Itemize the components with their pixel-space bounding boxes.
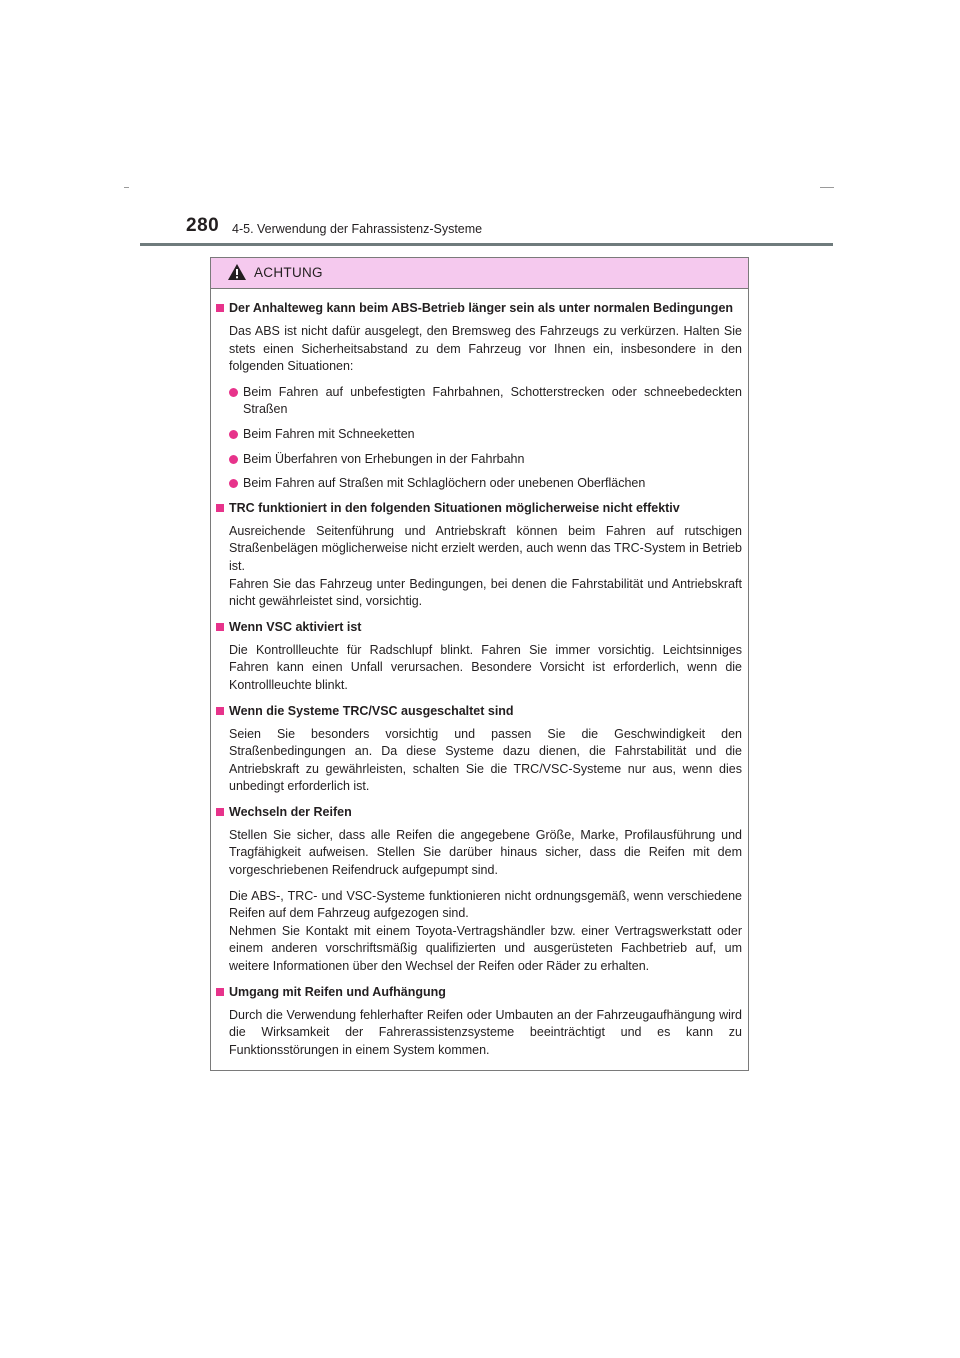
page-number: 280 [186, 215, 220, 236]
section-heading: Der Anhalteweg kann beim ABS-Betrieb länger sein als unter normalen Bedingungen [216, 300, 742, 317]
square-bullet-icon [216, 707, 224, 715]
section-abs-stopping-distance [216, 300, 742, 493]
section-heading: Wenn die Systeme TRC/VSC ausgeschaltet sind [216, 703, 742, 720]
section-trc [216, 500, 742, 611]
paragraph: Durch die Verwendung fehlerhafter Reifen oder Umbauten an der Fahrzeugaufhängung wird die Wirksamkeit der Fahrerassistenzsysteme beeinträchtigt und es kann zu Funktionsstörungen in einem System kommen. [229, 1007, 742, 1057]
square-bullet-icon [216, 808, 224, 816]
crop-mark-right [820, 187, 834, 188]
section-heading: TRC funktioniert in den folgenden Situationen möglicherweise nicht effektiv [216, 500, 742, 517]
paragraph: Ausreichende Seitenführung und Antriebskraft können beim Fahren auf rutschigen Straßenbelägen möglicherweise nicht erzielt werden, auch wenn das TRC-System in Betrieb ist. [229, 523, 742, 573]
round-bullet-icon [229, 430, 238, 439]
section-heading: Umgang mit Reifen und Aufhängung [216, 984, 742, 1001]
warning-header [211, 258, 748, 289]
paragraph: Nehmen Sie Kontakt mit einem Toyota-Vertragshändler bzw. einer Vertragswerkstatt oder einem anderen vorschriftsmäßig qualifizierten und ausgerüsteten Fachbetrieb auf, um weitere Informationen über den Wechsel der Reifen oder Räder zu erhalten. [229, 923, 742, 974]
section-heading: Wechseln der Reifen [216, 804, 742, 821]
square-bullet-icon [216, 988, 224, 996]
running-head: 4-5. Verwendung der Fahrassistenz-Systeme [232, 222, 483, 236]
warning-box [210, 257, 749, 1071]
paragraph: Stellen Sie sicher, dass alle Reifen die angegebene Größe, Marke, Profilausführung und Tragfähigkeit aufweisen. Stellen Sie darüber hinaus sicher, dass die Reifen mit dem vorgeschriebenen Reifendruck aufgepumpt sind. [229, 827, 742, 878]
list-item: Beim Überfahren von Erhebungen in der Fahrbahn [216, 451, 742, 469]
paragraph: Die Kontrollleuchte für Radschlupf blinkt. Fahren Sie immer vorsichtig. Leichtsinniges Fahren kann einen Unfall verursachen. Besondere Vorsicht ist erforderlich, wenn die Kontrollleuchte blinkt. [229, 642, 742, 692]
square-bullet-icon [216, 304, 224, 312]
header-rule [140, 243, 833, 246]
round-bullet-icon [229, 455, 238, 464]
square-bullet-icon [216, 623, 224, 631]
warning-triangle-icon [227, 263, 247, 281]
section-tires-suspension [216, 984, 742, 1060]
round-bullet-icon [229, 479, 238, 488]
square-bullet-icon [216, 504, 224, 512]
warning-title: ACHTUNG [254, 265, 323, 280]
list-item: Beim Fahren auf Straßen mit Schlaglöchern oder unebenen Oberflächen [216, 475, 742, 493]
list-item: Beim Fahren auf unbefestigten Fahrbahnen, Schotterstrecken oder schneebedeckten Straßen [216, 384, 742, 419]
section-tire-change [216, 804, 742, 976]
section-vsc-active [216, 619, 742, 695]
warning-content [216, 300, 742, 1067]
round-bullet-icon [229, 388, 238, 397]
crop-mark-left [124, 187, 129, 188]
paragraph: Das ABS ist nicht dafür ausgelegt, den Bremsweg des Fahrzeugs zu verkürzen. Halten Sie stets einen Sicherheitsabstand zu dem Fahrzeug vor Ihnen ein, insbesondere in den folgenden Situationen: [229, 324, 742, 374]
paragraph: Seien Sie besonders vorsichtig und passen Sie die Geschwindigkeit den Straßenbedingungen an. Da diese Systeme dazu dienen, die Fahrstabilität und die Antriebskraft zu gewährleisten, schalten Sie die TRC/VSC-Systeme nur aus, wenn dies unbedingt erforderlich ist. [229, 726, 742, 794]
list-item: Beim Fahren mit Schneeketten [216, 426, 742, 444]
section-trc-vsc-off [216, 703, 742, 796]
section-heading: Wenn VSC aktiviert ist [216, 619, 742, 636]
paragraph: Die ABS-, TRC- und VSC-Systeme funktionieren nicht ordnungsgemäß, wenn verschiedene Reifen auf dem Fahrzeug aufgezogen sind. [229, 888, 742, 921]
paragraph: Fahren Sie das Fahrzeug unter Bedingungen, bei denen die Fahrstabilität und Antriebskraft nicht gewährleistet sind, vorsichtig. [229, 576, 742, 609]
